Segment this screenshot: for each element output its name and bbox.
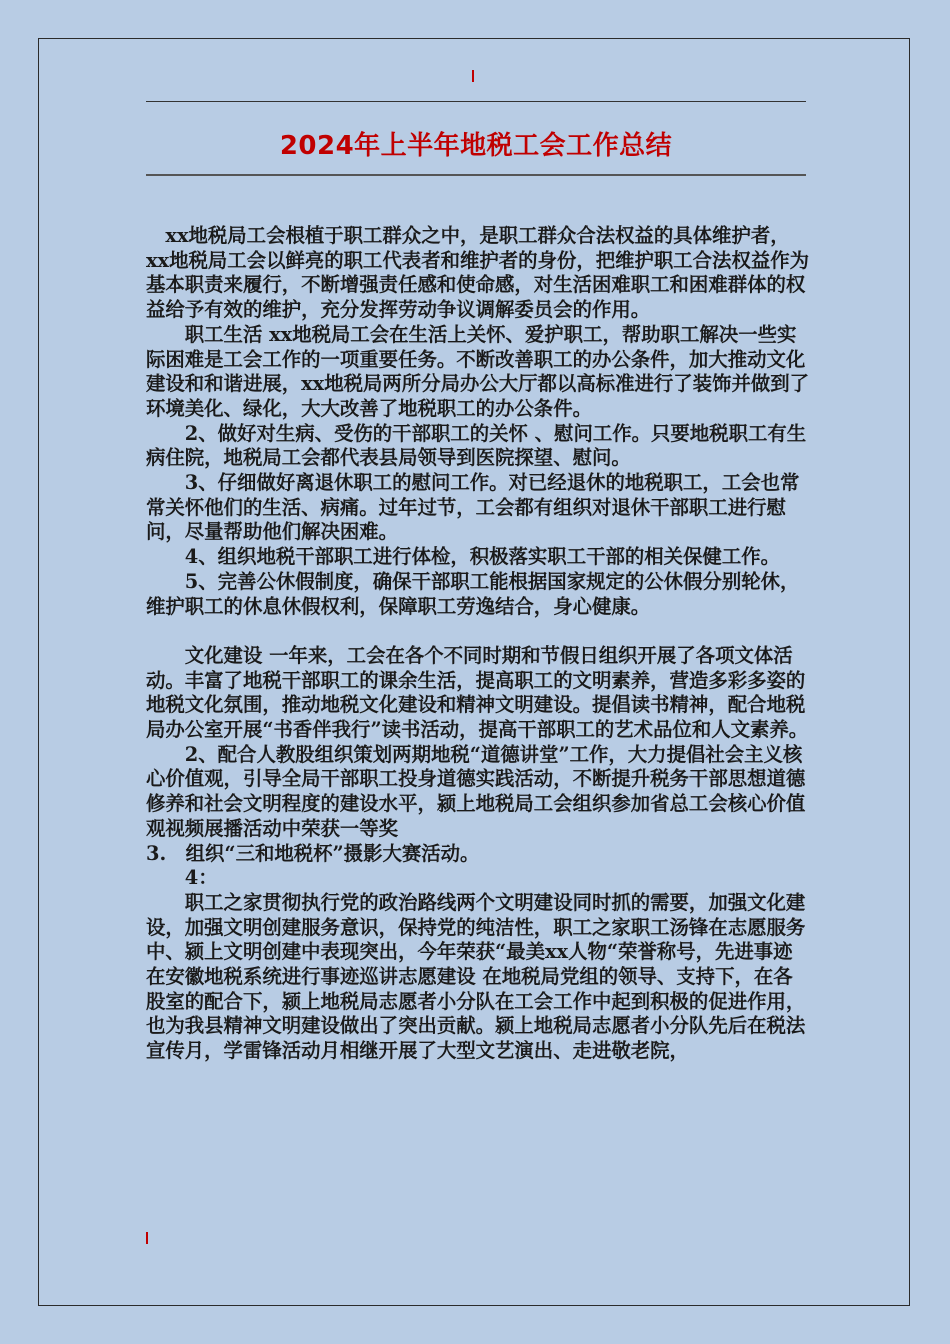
paragraph-item-4: 4、组织地税干部职工进行体检，积极落实职工干部的相关保健工作。 bbox=[146, 545, 780, 569]
paragraph-item-2: 2、做好对生病、受伤的干部职工的关怀 、慰问工作。只要地税职工有生病住院，地税局工会都代表县局领导到医院探望、慰问。 bbox=[146, 421, 807, 470]
paragraph-culture-item-4: 4： bbox=[146, 866, 218, 890]
title-rule bbox=[146, 174, 806, 176]
paragraph-staff-home: 职工之家贯彻执行党的政治路线两个文明建设同时抓的需要，加强文化建设，加强文明创建服务意识，保持党的纯洁性，职工之家职工汤锋在志愿服务中、颍上文明创建中表现突出，今年荣获“最美xx人物“荣誉称号，先进事迹在安徽地税系统进行事迹巡讲志愿建设 在地税局党组的领导、支持下，在各股室的配合下，颍上地税局志愿者小分队在工会工作中起到积极的促进作用，也为我县精神文明建设做出了突出贡献。颍上地税局志愿者小分队先后在税法宣传月，学雷锋活动月相继开展了大型文艺演出、走进敬老院， bbox=[146, 890, 806, 1063]
paragraph-item-5: 5、完善公休假制度，确保干部职工能根据国家规定的公休假分别轮休，维护职工的休息休假权利，保障职工劳逸结合，身心健康。 bbox=[146, 569, 800, 618]
paragraph-item-3: 3、仔细做好离退休职工的慰问工作。对已经退休的地税职工，工会也常常关怀他们的生活、病痛。过年过节，工会都有组织对退休干部职工进行慰问，尽量帮助他们解决困难。 bbox=[146, 471, 800, 544]
paragraph-culture-item-2: 2、配合人教股组织策划两期地税“道德讲堂”工作，大力提倡社会主义核心价值观，引导全局干部职工投身道德实践活动，不断提升税务干部思想道德修养和社会文明程度的建设水平，颍上地税局工会组织参加省总工会核心价值观视频展播活动中荣获一等奖 bbox=[146, 742, 806, 840]
paragraph-intro: xx地税局工会根植于职工群众之中，是职工群众合法权益的具体维护者，xx地税局工会以鲜亮的职工代表者和维护者的身份，把维护职工合法权益作为基本职责来履行，不断增强责任感和使命感，对生活困难职工和困难群体的权益给予有效的维护，充分发挥劳动争议调解委员会的作用。 bbox=[146, 224, 810, 322]
paragraph-staff-life: 职工生活 xx地税局工会在生活上关怀、爱护职工，帮助职工解决一些实际困难是工会工作的一项重要任务。不断改善职工的办公条件，加大推动文化建设和和谐进展，xx地税局两所分局办公大厅都以高标准进行了装饰并做到了环境美化、绿化，大大改善了地税职工的办公条件。 bbox=[146, 322, 810, 420]
header-marker bbox=[472, 70, 474, 82]
footer-marker bbox=[146, 1232, 148, 1244]
paragraph-culture-item-3: 3. 组织“三和地税杯”摄影大赛活动。 bbox=[146, 841, 480, 865]
paragraph-culture: 文化建设 一年来，工会在各个不同时期和节假日组织开展了各项文体活动。丰富了地税干部职工的课余生活，提高职工的文明素养，营造多彩多姿的地税文化氛围，推动地税文化建设和精神文明建设。提倡读书精神，配合地税局办公室开展“书香伴我行”读书活动，提高干部职工的艺术品位和人文素养。 bbox=[146, 643, 809, 742]
document-title: 2024年上半年地税工会工作总结 bbox=[279, 131, 673, 161]
paragraph-gap bbox=[146, 619, 810, 644]
document-body bbox=[146, 224, 810, 1064]
header-rule bbox=[146, 101, 806, 102]
